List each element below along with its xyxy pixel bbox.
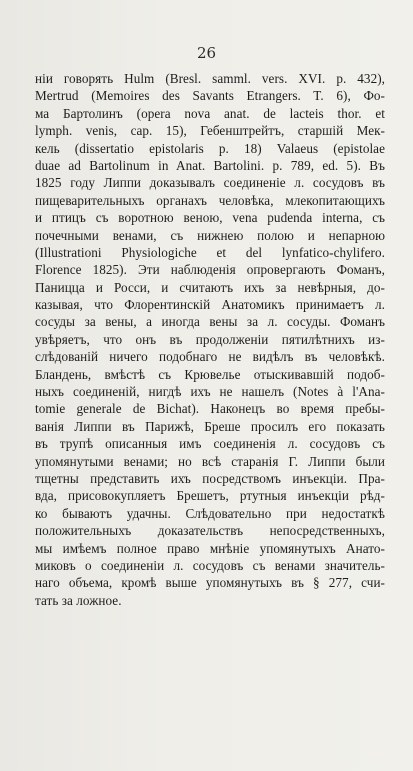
body-text	[35, 70, 385, 609]
text-line: слѣдованій ничего подобнаго не видѣлъ въ человѣкѣ.	[35, 349, 385, 365]
text-line: вда, присовокупляетъ Брешетъ, ртутныя инъекціи рѣд-	[35, 488, 385, 504]
text-line: мы имѣемъ полное право мнѣніе упомянутыхъ Анато-	[35, 540, 385, 556]
text-line: почечными венами, съ нижнею полою и непарною	[35, 227, 385, 243]
text-line: Паницца и Росси, и считаютъ ихъ за невѣрныя, до-	[35, 279, 385, 295]
text-line: 1825 году Липпи доказывалъ соединеніе л. сосудовъ въ	[35, 175, 385, 191]
text-line: Бландень, вмѣстѣ съ Крювелье отыскивавшій подоб-	[35, 366, 385, 382]
text-line: ныхъ соединеній, нигдѣ ихъ не нашелъ (Notes à l'Ana-	[35, 384, 385, 400]
text-line: duae ad Bartolinum in Anat. Bartolini. p. 789, ed. 5). Въ	[35, 157, 385, 173]
text-line: Florence 1825). Эти наблюденія опровергають Фоманъ,	[35, 262, 385, 278]
text-line: увѣряетъ, что онъ въ продолженіи пятилѣтнихъ из-	[35, 331, 385, 347]
text-line: ма Бартолинъ (opera nova anat. de lacteis thor. et	[35, 105, 385, 121]
text-line: тщетны представить ихъ посредствомъ инъекціи. Пра-	[35, 470, 385, 486]
text-line: въ трупѣ описанныя имъ соединенія л. сосудовъ съ	[35, 436, 385, 452]
text-line: пищеварительныхъ органахъ человѣка, млекопитающихъ	[35, 192, 385, 208]
text-line: упомянутыми венами; но всѣ старанія Г. Липпи были	[35, 453, 385, 469]
text-line: ко бываютъ удачны. Слѣдовательно при недостаткѣ	[35, 505, 385, 521]
text-line: кель (dissertatio epistolaris p. 18) Valaeus (epistolae	[35, 140, 385, 156]
text-line: миковъ о соединеніи л. сосудовъ съ венами значитель-	[35, 557, 385, 573]
text-line: казывая, что Флорентинскій Анатомикъ принимаетъ л.	[35, 297, 385, 313]
text-line: tomie generale de Bichat). Наконецъ во время пребы-	[35, 401, 385, 417]
text-line: (Illustrationi Physiologiche et del lynfatico-chylifero.	[35, 244, 385, 260]
text-line: ніи говорять Hulm (Bresl. samml. vers. XVI. p. 432),	[35, 71, 385, 86]
text-line: наго объема, кромѣ выше упомянутыхъ въ § 277, счи-	[35, 575, 385, 591]
page-number: 26	[196, 44, 217, 62]
text-line: тать за ложное.	[35, 592, 122, 608]
text-line: сосуды за вены, а иногда вены за л. сосуды. Фоманъ	[35, 314, 385, 330]
text-line: положительныхъ доказательствъ непосредственныхъ,	[35, 523, 385, 539]
text-line: Mertrud (Memoires des Savants Etrangers. T. 6), Фо-	[35, 88, 385, 104]
text-line: ванія Липпи въ Парижѣ, Бреше просилъ его показать	[35, 418, 385, 434]
text-line: и птицъ съ воротною веною, vena pudenda interna, съ	[35, 210, 385, 226]
text-line: lymph. venis, cap. 15), Гебенштрейтъ, старшій Мек-	[35, 123, 385, 139]
